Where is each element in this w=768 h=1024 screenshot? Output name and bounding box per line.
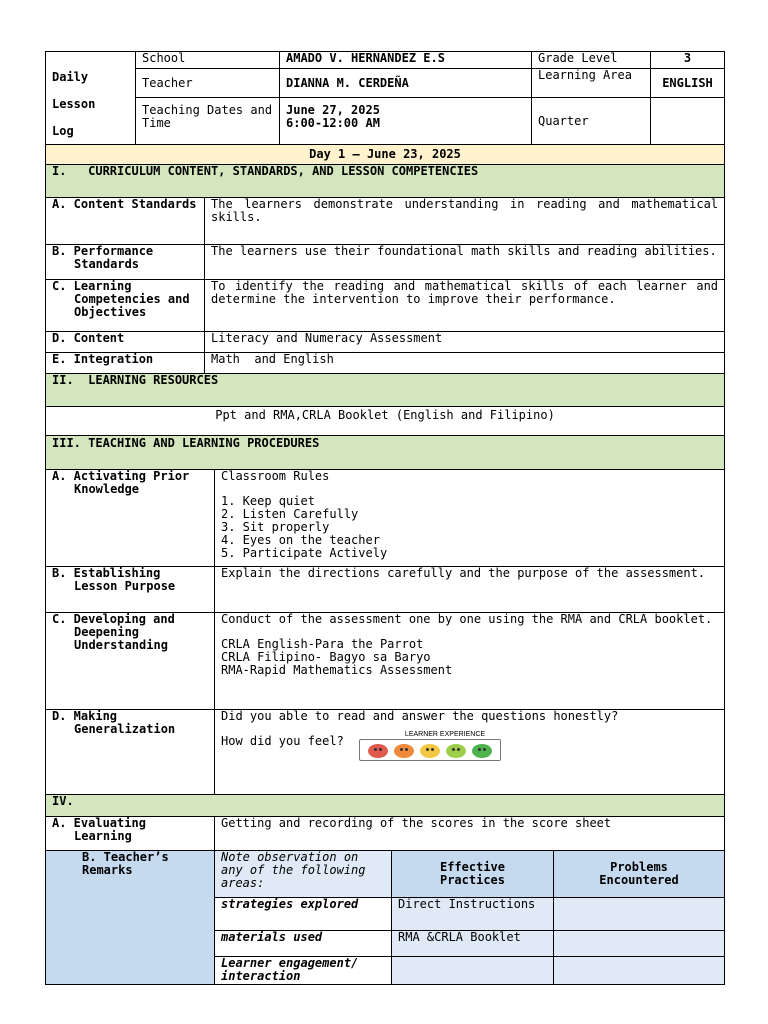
- resources-value: Ppt and RMA,CRLA Booklet (English and Filipino): [46, 407, 725, 436]
- generalization-value: Did you able to read and answer the questions honestly? How did you feel? LEARNER EXPERIENCE: [215, 710, 725, 795]
- rule-item: 2. Listen Carefully: [221, 507, 359, 521]
- dll-label: Daily Lesson Log: [46, 52, 136, 146]
- lesson-table: [45, 144, 725, 985]
- generalization-label: D. Making Generalization: [46, 710, 215, 795]
- performance-standards-label: B. Performance Standards: [46, 245, 205, 280]
- evaluating-value: Getting and recording of the scores in the score sheet: [215, 817, 725, 851]
- day-title: Day 1 – June 23, 2025: [46, 145, 725, 165]
- content-label: D. Content: [46, 332, 205, 353]
- content-value: Literacy and Numeracy Assessment: [205, 332, 725, 353]
- remarks-note: Note observation on any of the following areas:: [215, 851, 392, 898]
- teacher-value: DIANNA M. CERDEÑA: [280, 68, 532, 98]
- content-standards-label: A. Content Standards: [46, 198, 205, 245]
- remarks-area: materials used: [215, 931, 392, 957]
- activating-label: A. Activating Prior Knowledge: [46, 470, 215, 567]
- rule-item: 4. Eyes on the teacher: [221, 533, 380, 547]
- developing-item: CRLA Filipino- Bagyo sa Baryo: [221, 650, 431, 664]
- very-sad-face-icon: [368, 744, 388, 758]
- section2-title: II. LEARNING RESOURCES: [46, 374, 725, 407]
- rule-item: 3. Sit properly: [221, 520, 330, 534]
- remarks-area: strategies explored: [215, 898, 392, 931]
- section4-title: IV.: [46, 795, 725, 817]
- competencies-label: C. Learning Competencies and Objectives: [46, 280, 205, 332]
- quarter-value: [651, 98, 725, 146]
- quarter-label: Quarter: [532, 98, 651, 146]
- dates-value: June 27, 2025 6:00-12:00 AM: [280, 98, 532, 146]
- happy-face-icon: [446, 744, 466, 758]
- developing-value: Conduct of the assessment one by one using the RMA and CRLA booklet. CRLA English-Para the Parrot CRLA Filipino- Bagyo sa Baryo RMA-Rapid Mathematics Assessment: [215, 613, 725, 710]
- effective-value: [392, 957, 554, 985]
- rule-item: 5. Participate Actively: [221, 546, 388, 560]
- rule-item: 1. Keep quiet: [221, 494, 315, 508]
- performance-standards-value: The learners use their foundational math skills and reading abilities.: [205, 245, 725, 280]
- problems-encountered-header: Problems Encountered: [554, 851, 725, 898]
- school-value: AMADO V. HERNANDEZ E.S: [280, 52, 532, 69]
- purpose-value: Explain the directions carefully and the purpose of the assessment.: [215, 567, 725, 613]
- section3-title: III. TEACHING AND LEARNING PROCEDURES: [46, 436, 725, 470]
- very-happy-face-icon: [472, 744, 492, 758]
- content-standards-value: The learners demonstrate understanding in reading and mathematical skills.: [205, 198, 725, 245]
- sad-face-icon: [394, 744, 414, 758]
- learner-experience-title: LEARNER EXPERIENCE: [404, 731, 486, 738]
- evaluating-label: A. Evaluating Learning: [46, 817, 215, 851]
- integration-value: Math and English: [205, 353, 725, 374]
- purpose-label: B. Establishing Lesson Purpose: [46, 567, 215, 613]
- remarks-label: B. Teacher’s Remarks: [46, 851, 215, 985]
- activating-value: Classroom Rules 1. Keep quiet 2. Listen Carefully 3. Sit properly 4. Eyes on the teacher 5. Participate Actively: [215, 470, 725, 567]
- dates-label: Teaching Dates and Time: [136, 98, 280, 146]
- problems-value: [554, 957, 725, 985]
- section1-title: I. CURRICULUM CONTENT, STANDARDS, AND LESSON COMPETENCIES: [46, 165, 725, 198]
- problems-value: [554, 898, 725, 931]
- developing-item: RMA-Rapid Mathematics Assessment: [221, 663, 453, 677]
- grade-value: 3: [651, 52, 725, 69]
- developing-item: CRLA English-Para the Parrot: [221, 637, 424, 651]
- header-table: [45, 51, 725, 146]
- remarks-area: Learner engagement/ interaction: [215, 957, 392, 985]
- area-value: ENGLISH: [651, 68, 725, 98]
- effective-value: RMA &CRLA Booklet: [392, 931, 554, 957]
- feelings-scale: [359, 739, 501, 761]
- effective-practices-header: Effective Practices: [392, 851, 554, 898]
- competencies-value: To identify the reading and mathematical skills of each learner and determine the intervention to improve their performance.: [205, 280, 725, 332]
- integration-label: E. Integration: [46, 353, 205, 374]
- developing-label: C. Developing and Deepening Understanding: [46, 613, 215, 710]
- grade-label: Grade Level: [532, 52, 651, 69]
- area-label: Learning Area: [532, 68, 651, 98]
- school-label: School: [136, 52, 280, 69]
- effective-value: Direct Instructions: [392, 898, 554, 931]
- neutral-face-icon: [420, 744, 440, 758]
- problems-value: [554, 931, 725, 957]
- teacher-label: Teacher: [136, 68, 280, 98]
